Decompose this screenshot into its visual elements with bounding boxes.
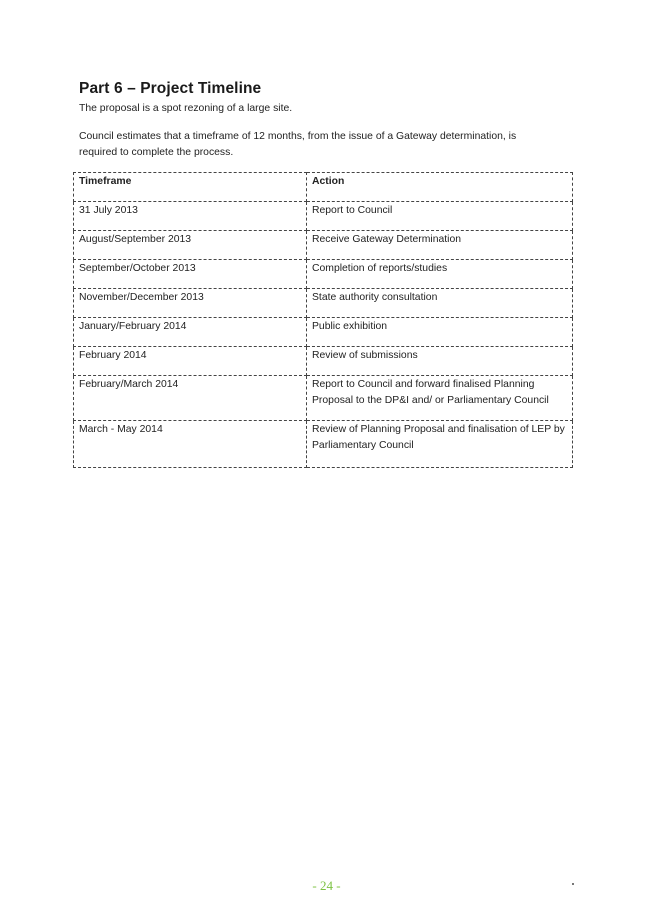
timeframe-cell: November/December 2013: [74, 289, 307, 318]
table-row: [74, 231, 573, 260]
table-row: [74, 260, 573, 289]
action-cell: Receive Gateway Determination: [307, 231, 573, 260]
timeframe-cell: January/February 2014: [74, 318, 307, 347]
table-row: [74, 421, 573, 468]
action-cell: Report to Council and forward finalised Planning Proposal to the DP&I and/ or Parliamentary Council: [307, 376, 573, 421]
timeframe-paragraph: Council estimates that a timeframe of 12 months, from the issue of a Gateway determination, is required to complete the process.: [79, 131, 517, 158]
table-row: [74, 202, 573, 231]
table-row: [74, 289, 573, 318]
section-heading: Part 6 – Project Timeline: [79, 80, 262, 97]
action-cell: Public exhibition: [307, 318, 573, 347]
action-cell: Review of submissions: [307, 347, 573, 376]
table-row: [74, 318, 573, 347]
timeframe-cell: August/September 2013: [74, 231, 307, 260]
header-action: Action: [307, 173, 573, 202]
timeframe-cell: February/March 2014: [74, 376, 307, 421]
scan-speck: [572, 883, 574, 885]
intro-paragraph: The proposal is a spot rezoning of a large site.: [79, 103, 293, 114]
timeframe-cell: March - May 2014: [74, 421, 307, 468]
page-number: - 24 -: [312, 878, 341, 893]
header-timeframe: Timeframe: [74, 173, 307, 202]
action-cell: Completion of reports/studies: [307, 260, 573, 289]
action-cell: State authority consultation: [307, 289, 573, 318]
timeframe-cell: September/October 2013: [74, 260, 307, 289]
timeframe-cell: February 2014: [74, 347, 307, 376]
action-cell: Review of Planning Proposal and finalisation of LEP by Parliamentary Council: [307, 421, 573, 468]
timeframe-cell: 31 July 2013: [74, 202, 307, 231]
table-row: [74, 347, 573, 376]
action-cell: Report to Council: [307, 202, 573, 231]
timeline-table: [73, 172, 573, 468]
table-row: [74, 376, 573, 421]
table-header-row: [74, 173, 573, 202]
